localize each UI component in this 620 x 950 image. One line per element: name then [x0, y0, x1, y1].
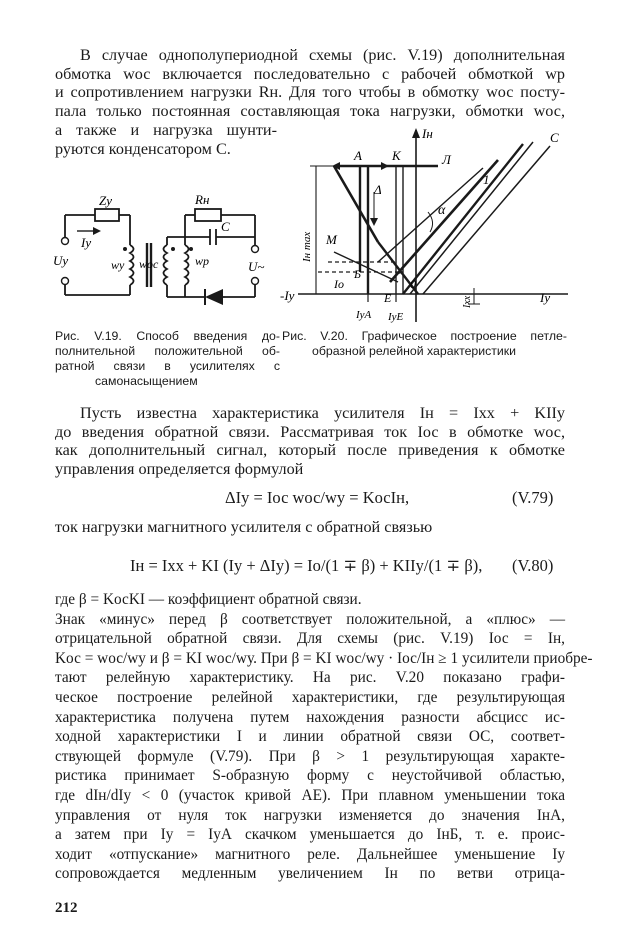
text-line: и сопротивлением нагрузки Rн. Для того чтобы в обмотку wос посту- [55, 83, 565, 102]
text-line: а затем при Iу = IуА скачком уменьшается до IнБ, т. е. проис- [55, 826, 565, 844]
text-line: как дополнительный сигнал, который после приведения к обмотке [55, 441, 565, 460]
body-paragraph-1 [55, 404, 565, 479]
text-line: где β = KосKI — коэффициент обратной связи. [55, 591, 362, 608]
label-wp: wр [195, 254, 210, 268]
label-inmax: Iн max [301, 231, 313, 262]
label-iya: IуА [356, 309, 372, 321]
text-line: Знак «минус» перед β соответствует положительной, а «плюс» — [55, 610, 565, 628]
text-line: обмотка wос включается последовательно с рабочей обмоткой wр [55, 64, 565, 83]
label-a: А [354, 148, 362, 163]
label-m: М [326, 232, 337, 247]
label-i0: Iо [334, 277, 344, 291]
caption-line: Рис. V.19. Способ введения до- [55, 329, 280, 343]
caption-line: самонасыщением [95, 374, 198, 388]
text-line: где dIн/dIу < 0 (участок кривой AE). При плавном уменьшении тока [55, 786, 565, 804]
page-number: 212 [55, 900, 78, 916]
caption-line: ратной связи в усилителях с [55, 359, 280, 373]
text-line: ствующей формуле (V.79). При β > 1 результирующая характе- [55, 747, 565, 765]
text-line: ческое построение релейной характеристики, где результирующая [55, 688, 565, 706]
text-line: ристика принимает S-образную форму с неустойчивой областью, [55, 767, 565, 785]
caption-line: Рис. V.20. Графическое построение петле- [282, 329, 567, 343]
text-line: ходит «отпускание» магнитного реле. Дальнейшее уменьшение Iу [55, 845, 565, 863]
text-line: В случае однополупериодной схемы (рис. V.19) дополнительная [80, 46, 565, 64]
label-l: Л [442, 152, 451, 167]
label-rn: Rн [195, 192, 210, 207]
text-line: руются конденсатором С. [55, 139, 231, 158]
label-u: U~ [248, 259, 265, 274]
label-woc: wос [139, 257, 159, 271]
figure-v19-circuit [55, 185, 280, 320]
label-iy: Iу [540, 290, 551, 305]
text-line: управления от нуля ток нагрузки изменяется до значения IнА, [55, 806, 565, 824]
label-ixx: Iхх [462, 295, 473, 308]
text-line: тают релейную характеристику. На рис. V.20 показано графи- [55, 669, 565, 687]
intro-paragraph-tail [55, 121, 277, 158]
label-uy: Uу [53, 253, 69, 268]
equation-v79-number: (V.79) [512, 488, 554, 507]
label-zy: Zу [99, 193, 112, 208]
text-line: ток нагрузки магнитного усилителя с обратной связью [55, 518, 433, 536]
text-line: Kос = wос/wу и β = KI wос/wу. При β = KI wос/wу · Iос/Iн ≥ 1 усилители приобре- [55, 649, 593, 667]
figure-v20-caption [282, 329, 567, 359]
text-line: до введения обратной связи. Рассматривая ток Iос в обмотке wос, [55, 422, 565, 441]
caption-line: образной релейной характеристики [312, 344, 517, 358]
label-delta: Δ [374, 182, 382, 197]
text-line: отрицательной обратной связи. Для схемы (рис. V.19) Iос = Iн, [55, 630, 565, 648]
label-c: C [221, 219, 230, 234]
figure-v20-graph [278, 122, 578, 327]
equation-v80-number: (V.80) [512, 556, 554, 575]
body-paragraph-2 [55, 518, 565, 537]
text-line: пала только постоянная составляющая тока нагрузки, обмотки wос, [55, 102, 565, 121]
text-line: сопровождается медленным увеличением Iн по ветви отрица- [55, 865, 565, 883]
label-wy: wу [111, 258, 125, 272]
body-paragraph-3 [55, 590, 593, 884]
text-line: Пусть известна характеристика усилителя Iн = Iхх + KIIу [80, 404, 565, 422]
equation-v79: ΔIу = Iос wос/wу = KосIн, [225, 488, 410, 507]
label-in: Iн [422, 126, 433, 141]
text-line: характеристика получена путем нахождения разности абсцисс ис- [55, 708, 565, 726]
label-minus-iy: -Iу [280, 288, 295, 303]
label-one: 1 [483, 172, 490, 187]
figure-v19-caption [55, 329, 280, 389]
label-iye: IуЕ [388, 311, 404, 323]
text-line: а также и нагрузка шунти- [55, 121, 277, 139]
intro-paragraph [55, 46, 565, 121]
caption-line: полнительной положительной об- [55, 344, 280, 358]
label-c: C [550, 130, 559, 145]
text-line: управления определяется формулой [55, 460, 304, 479]
text-line: ходной характеристики I и линии обратной связи ОС, соответ- [55, 728, 565, 746]
label-o: 0 [410, 277, 416, 291]
label-alpha: α [438, 203, 446, 218]
label-e: E [384, 291, 392, 305]
equation-v80: Iн = Iхх + KI (Iу + ΔIу) = Iо/(1 ∓ β) + KIIу/(1 ∓ β), [130, 556, 483, 575]
label-iy: Iу [81, 235, 92, 250]
label-k: К [392, 148, 401, 163]
label-b: Б [354, 267, 362, 281]
